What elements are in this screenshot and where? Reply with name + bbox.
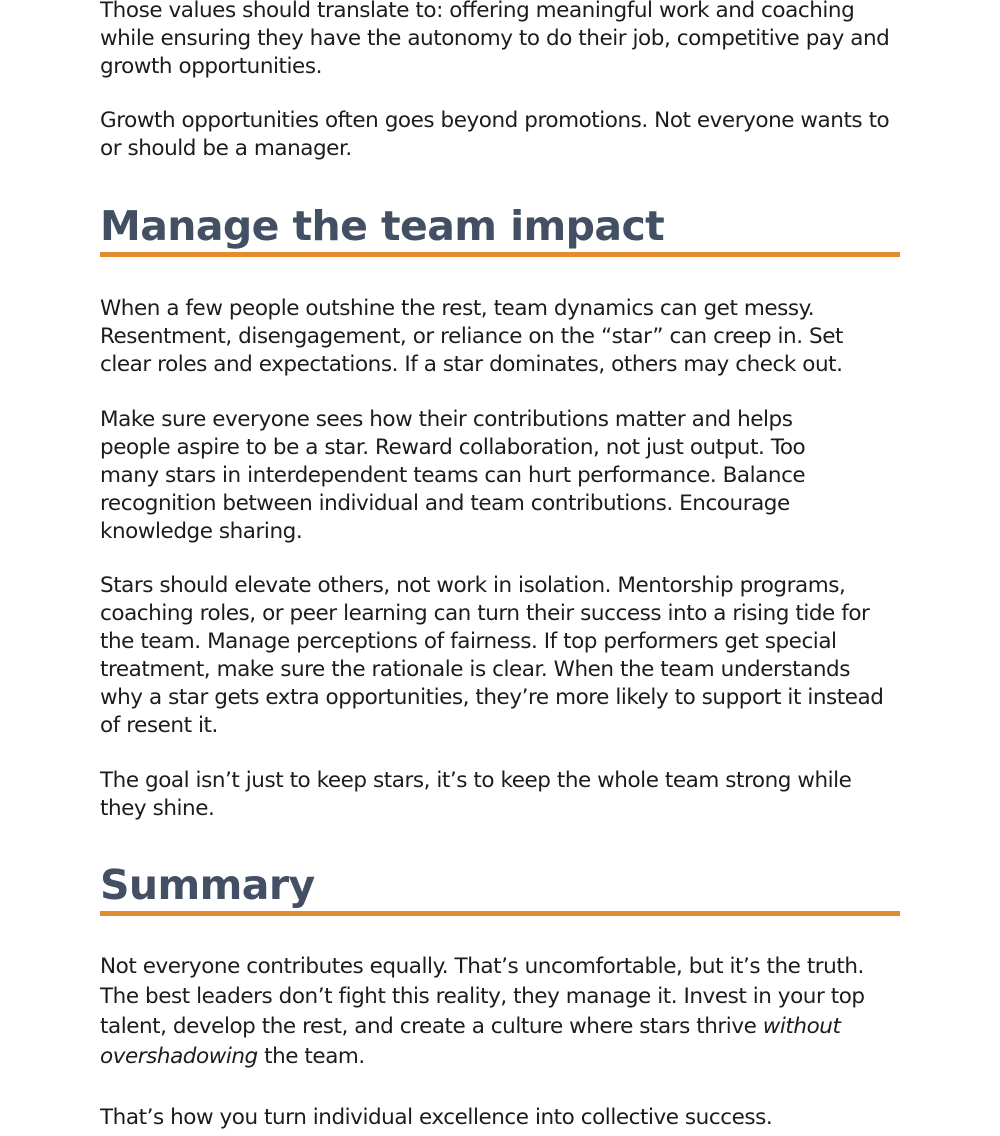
intro-paragraph-2: Growth opportunities often goes beyond promotions. Not everyone wants to or should be a manager. — [100, 108, 890, 161]
team-impact-paragraph-4: The goal isn’t just to keep stars, it’s to keep the whole team strong while they shine. — [100, 768, 852, 821]
summary-text-tail: the team. — [257, 1044, 365, 1069]
section-divider-team-impact — [100, 252, 900, 257]
section-divider-summary — [100, 911, 900, 916]
team-impact-paragraph-1: When a few people outshine the rest, team dynamics can get messy. Resentment, disengagement, or reliance on the “star” can creep in. Set clear roles and expectations. If a star dominates, others may check out. — [100, 296, 843, 377]
summary-text-lead: Not everyone contributes equally. That’s uncomfortable, but it’s the truth. The best leaders don’t fight this reality, they manage it. Invest in your top talent, develop the rest, and create a culture where stars thrive — [100, 954, 865, 1039]
section-heading-summary: Summary — [100, 861, 315, 909]
section-heading-team-impact: Manage the team impact — [100, 202, 665, 250]
summary-paragraph-1 — [100, 952, 900, 1072]
team-impact-paragraph-3: Stars should elevate others, not work in isolation. Mentorship programs, coaching roles, or peer learning can turn their success into a rising tide for the team. Manage perceptions of fairness. If top performers get special treatment, make sure the rationale is clear. When the team understands why a star gets extra opportunities, they’re more likely to support it instead of resent it. — [100, 573, 884, 738]
team-impact-paragraph-2: Make sure everyone sees how their contributions matter and helps people aspire to be a star. Reward collaboration, not just output. Too many stars in interdependent teams can hurt performance. Balance recognition between individual and team contributions. Encourage knowledge sharing. — [100, 407, 806, 544]
intro-paragraph-1: Those values should translate to: offering meaningful work and coaching while ensuring they have the autonomy to do their job, competitive pay and growth opportunities. — [100, 0, 890, 79]
summary-paragraph-2: That’s how you turn individual excellence into collective success. — [100, 1105, 773, 1130]
summary-text-emphasis: without overshadowing — [100, 1014, 841, 1069]
